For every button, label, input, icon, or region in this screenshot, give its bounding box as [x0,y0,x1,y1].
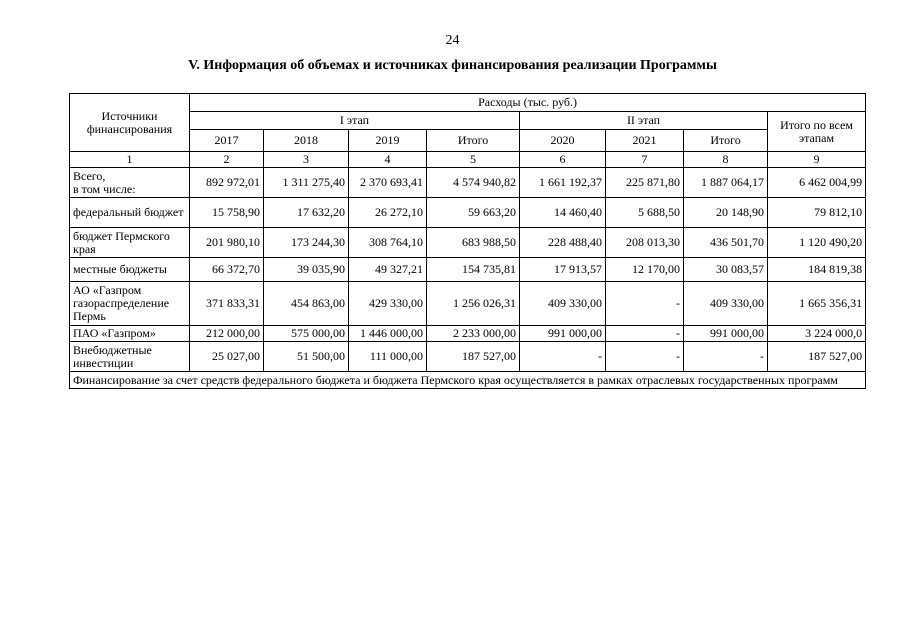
row-value-cell: 436 501,70 [684,228,768,258]
row-source-label: Внебюджетные инвестиции [70,342,190,372]
table-row [70,198,866,228]
row-value-cell: - [520,342,606,372]
row-value-cell: 26 272,10 [349,198,427,228]
row-source-label: ПАО «Газпром» [70,326,190,342]
table-row [70,282,866,326]
row-value-cell: 2 233 000,00 [427,326,520,342]
column-number: 9 [768,152,866,168]
header-year: 2020 [520,130,606,152]
row-value-cell: 187 527,00 [427,342,520,372]
row-value-cell: 17 913,57 [520,258,606,282]
row-value-cell: 173 244,30 [264,228,349,258]
row-value-cell: 5 688,50 [606,198,684,228]
section-title: V. Информация об объемах и источниках финансирования реализации Программы [188,58,717,73]
row-value-cell: 1 661 192,37 [520,168,606,198]
row-value-cell: 20 148,90 [684,198,768,228]
row-value-cell: 51 500,00 [264,342,349,372]
table-row [70,342,866,372]
row-value-cell: 1 311 275,40 [264,168,349,198]
row-value-cell: 4 574 940,82 [427,168,520,198]
column-number: 6 [520,152,606,168]
row-value-cell: 187 527,00 [768,342,866,372]
row-value-cell: 308 764,10 [349,228,427,258]
row-value-cell: 892 972,01 [190,168,264,198]
header-stage-1: I этап [190,112,520,130]
row-value-cell: - [606,342,684,372]
table-row [70,228,866,258]
row-value-cell: 228 488,40 [520,228,606,258]
row-value-cell: 39 035,90 [264,258,349,282]
column-number: 2 [190,152,264,168]
row-source-label: местные бюджеты [70,258,190,282]
row-value-cell: 184 819,38 [768,258,866,282]
row-value-cell: 409 330,00 [520,282,606,326]
table-row [70,168,866,198]
row-value-cell: 3 224 000,0 [768,326,866,342]
column-number: 8 [684,152,768,168]
row-source-label: Всего, в том числе: [70,168,190,198]
column-numbers-row [70,152,866,168]
row-source-label: бюджет Пермского края [70,228,190,258]
row-source-label: АО «Газпром газораспределение Пермь [70,282,190,326]
row-value-cell: 15 758,90 [190,198,264,228]
row-value-cell: - [606,326,684,342]
row-value-cell: 1 665 356,31 [768,282,866,326]
column-number: 3 [264,152,349,168]
row-value-cell: 1 887 064,17 [684,168,768,198]
header-sources: Источники финансирования [70,94,190,152]
header-stage2-total: Итого [684,130,768,152]
header-year: 2018 [264,130,349,152]
row-value-cell: 409 330,00 [684,282,768,326]
header-years-row [70,130,866,152]
row-value-cell: 1 120 490,20 [768,228,866,258]
row-value-cell: 212 000,00 [190,326,264,342]
column-number: 7 [606,152,684,168]
header-year: 2017 [190,130,264,152]
row-value-cell: 25 027,00 [190,342,264,372]
column-number: 4 [349,152,427,168]
row-value-cell: 66 372,70 [190,258,264,282]
row-source-label: федеральный бюджет [70,198,190,228]
row-value-cell: 429 330,00 [349,282,427,326]
page-number: 24 [445,33,460,48]
header-stage1-total: Итого [427,130,520,152]
header-total-all: Итого по всем этапам [768,112,866,152]
table-row [70,258,866,282]
row-value-cell: - [606,282,684,326]
row-value-cell: 12 170,00 [606,258,684,282]
row-value-cell: 991 000,00 [684,326,768,342]
header-year: 2019 [349,130,427,152]
row-value-cell: 17 632,20 [264,198,349,228]
row-value-cell: 49 327,21 [349,258,427,282]
header-stage-2: II этап [520,112,768,130]
row-value-cell: 575 000,00 [264,326,349,342]
row-value-cell: 201 980,10 [190,228,264,258]
row-value-cell: 1 446 000,00 [349,326,427,342]
table-row [70,326,866,342]
row-value-cell: - [684,342,768,372]
row-value-cell: 30 083,57 [684,258,768,282]
row-value-cell: 79 812,10 [768,198,866,228]
row-value-cell: 59 663,20 [427,198,520,228]
row-value-cell: 14 460,40 [520,198,606,228]
table-footnote: Финансирование за счет средств федерального бюджета и бюджета Пермского края осуществляется в рамках отраслевых государственных программ [70,372,866,389]
row-value-cell: 1 256 026,31 [427,282,520,326]
row-value-cell: 991 000,00 [520,326,606,342]
row-value-cell: 6 462 004,99 [768,168,866,198]
row-value-cell: 454 863,00 [264,282,349,326]
header-year: 2021 [606,130,684,152]
column-number: 5 [427,152,520,168]
header-expenses: Расходы (тыс. руб.) [190,94,866,112]
row-value-cell: 225 871,80 [606,168,684,198]
row-value-cell: 208 013,30 [606,228,684,258]
row-value-cell: 111 000,00 [349,342,427,372]
row-value-cell: 371 833,31 [190,282,264,326]
row-value-cell: 683 988,50 [427,228,520,258]
column-number: 1 [70,152,190,168]
row-value-cell: 154 735,81 [427,258,520,282]
row-value-cell: 2 370 693,41 [349,168,427,198]
financing-table [69,93,866,389]
